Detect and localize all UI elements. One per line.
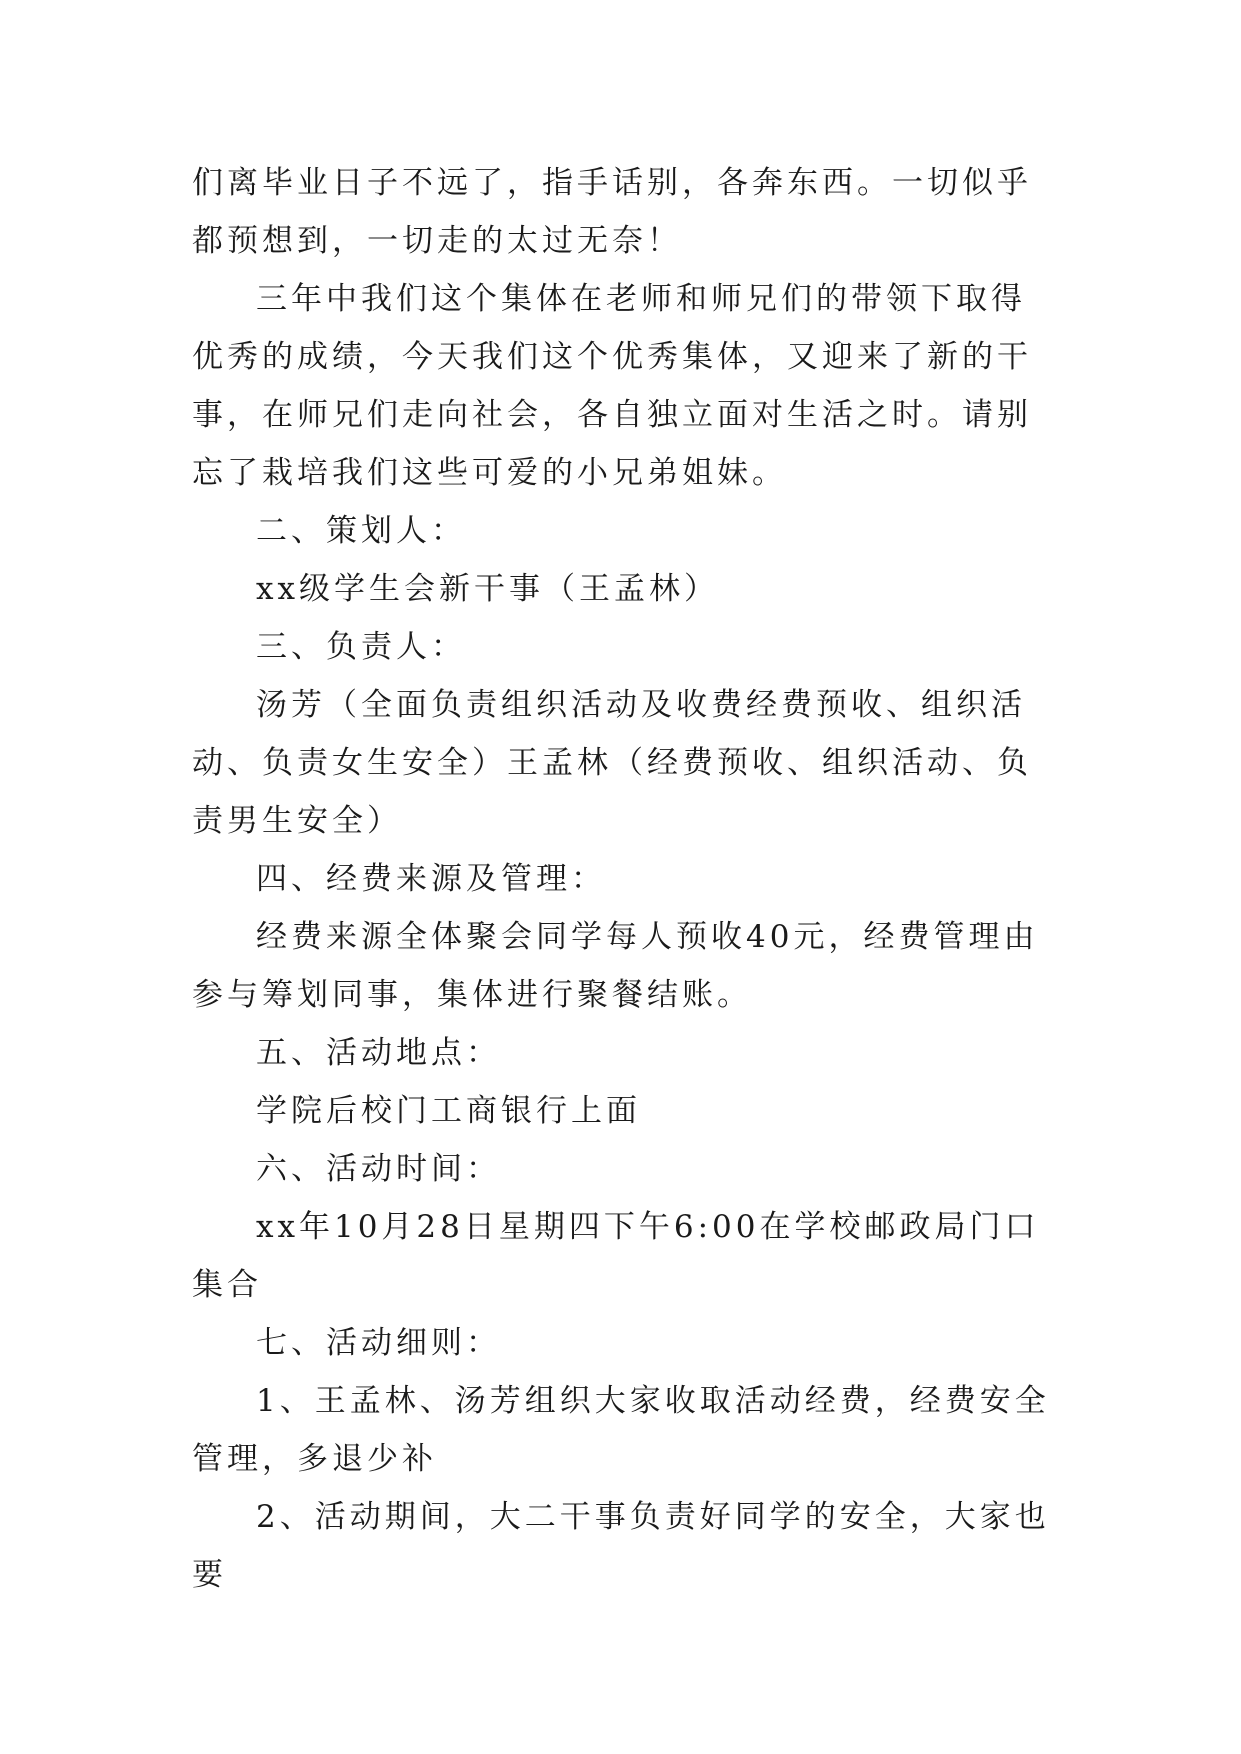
paragraph-planner: xx级学生会新干事（王孟林）	[256, 571, 719, 607]
heading-planner: 二、策划人：	[256, 513, 466, 549]
paragraph-responsible: 汤芳（全面负责组织活动及收费经费预收、组织活动、负责女生安全）王孟林（经费预收、组织活动、负责男生安全）	[192, 687, 1032, 839]
paragraph-location: 学院后校门工商银行上面	[256, 1093, 641, 1129]
document-body	[192, 154, 1052, 1604]
heading-responsible: 三、负责人：	[256, 629, 466, 665]
heading-funding: 四、经费来源及管理：	[256, 861, 606, 897]
paragraph-rule-1: 1、王孟林、汤芳组织大家收取活动经费，经费安全管理，多退少补	[192, 1383, 1050, 1477]
paragraph-rule-2: 2、活动期间，大二干事负责好同学的安全，大家也要	[192, 1499, 1050, 1593]
paragraph-collective: 三年中我们这个集体在老师和师兄们的带领下取得优秀的成绩，今天我们这个优秀集体，又迎来了新的干事，在师兄们走向社会，各自独立面对生活之时。请别忘了栽培我们这些可爱的小兄弟姐妹。	[192, 281, 1032, 491]
heading-location: 五、活动地点：	[256, 1035, 501, 1071]
paragraph-intro-continuation: 们离毕业日子不远了，指手话别，各奔东西。一切似乎都预想到，一切走的太过无奈！	[192, 165, 1032, 259]
heading-rules: 七、活动细则：	[256, 1325, 501, 1361]
paragraph-time: xx年10月28日星期四下午6:00在学校邮政局门口集合	[192, 1209, 1040, 1303]
heading-time: 六、活动时间：	[256, 1151, 501, 1187]
paragraph-funding: 经费来源全体聚会同学每人预收40元，经费管理由参与筹划同事，集体进行聚餐结账。	[192, 919, 1039, 1013]
